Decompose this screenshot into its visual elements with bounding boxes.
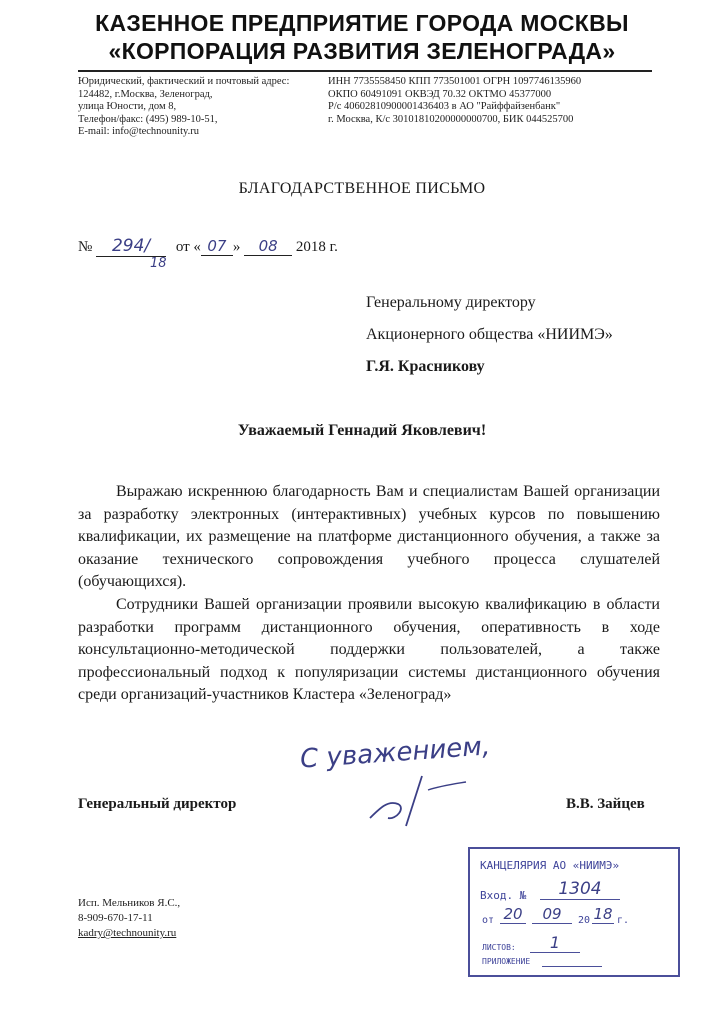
signatory-position: Генеральный директор	[78, 796, 237, 812]
letter-body	[78, 481, 660, 707]
date-year: 2018 г.	[295, 239, 338, 255]
executor-block	[78, 896, 180, 941]
greeting: Уважаемый Геннадий Яковлевич!	[237, 422, 487, 439]
stamp-date-label: от	[482, 915, 495, 926]
stamp-sheets-label: ЛИСТОВ:	[482, 943, 516, 952]
stamp-date-year: 18	[593, 905, 613, 923]
body-paragraph-1: Выражаю искреннюю благодарность Вам и специалистам Вашей организации за разработку электронных (интерактивных) учебных курсов по повышению квалификации, их размещение на платформе дистанционного обучения, а также за оказание технического сопровождения учебного процесса слушателей (обучающихся).	[78, 483, 660, 591]
bank-line: Р/с 40602810900001436403 в АО "Райффайзенбанк"	[328, 101, 561, 113]
stamp-incoming-label: Вход. №	[480, 889, 527, 902]
date-close-quote: »	[232, 239, 241, 255]
stamp-date-day: 20	[500, 905, 526, 924]
document-title: БЛАГОДАРСТВЕННОЕ ПИСЬМО	[238, 180, 486, 197]
bank-line: г. Москва, К/с 30101810200000000700, БИК 044525700	[328, 113, 574, 125]
document-number: 294/	[96, 236, 166, 257]
addressee-name: Г.Я. Красникову	[366, 358, 485, 375]
executor-email: kadry@technounity.ru	[78, 927, 177, 939]
bank-line: ИНН 7735558450 КПП 773501001 ОГРН 1097746135960	[328, 76, 582, 87]
document-number-date	[78, 236, 338, 257]
org-name-line2: «КОРПОРАЦИЯ РАЗВИТИЯ ЗЕЛЕНОГРАДА»	[108, 38, 616, 64]
org-name-line1: КАЗЕННОЕ ПРЕДПРИЯТИЕ ГОРОДА МОСКВЫ	[95, 10, 629, 36]
stamp-attachment-line	[542, 966, 602, 967]
addressee-line2: Акционерного общества «НИИМЭ»	[366, 326, 613, 343]
contact-line: E-mail: info@technounity.ru	[78, 126, 199, 138]
document-number-sub: 18	[150, 256, 167, 271]
bank-line: ОКПО 60491091 ОКВЭД 70.32 ОКТМО 45377000	[328, 88, 552, 100]
stamp-date-month: 09	[532, 905, 572, 924]
org-bank-details	[328, 76, 581, 126]
stamp-date-year-prefix: 20	[578, 915, 591, 926]
date-from-label: от «	[175, 239, 201, 255]
stamp-incoming-number: 1304	[540, 879, 620, 900]
date-month: 08	[244, 237, 292, 256]
executor-name: Исп. Мельников Я.С.,	[78, 897, 181, 909]
addressee-line1: Генеральному директору	[366, 294, 536, 311]
number-label: №	[78, 239, 93, 255]
contact-line: Юридический, фактический и почтовый адрес:	[78, 76, 290, 87]
signatory-name: В.В. Зайцев	[566, 796, 645, 812]
registration-stamp	[468, 847, 680, 977]
org-contacts	[78, 76, 289, 139]
stamp-sheets-value: 1	[530, 933, 580, 953]
executor-phone: 8-909-670-17-11	[78, 912, 153, 924]
handwritten-regards: С уважением,	[299, 731, 492, 775]
header-divider	[78, 70, 652, 72]
signature-mark	[362, 768, 472, 830]
contact-line: улица Юности, дом 8,	[78, 101, 177, 113]
contact-line: Телефон/факс: (495) 989-10-51,	[78, 113, 218, 125]
contact-line: 124482, г.Москва, Зеленоград,	[78, 88, 213, 100]
stamp-title: КАНЦЕЛЯРИЯ АО «НИИМЭ»	[480, 859, 620, 872]
stamp-attachment-label: ПРИЛОЖЕНИЕ	[482, 957, 531, 966]
body-paragraph-2: Сотрудники Вашей организации проявили высокую квалификацию в области разработки программ дистанционного обучения, оперативность в ходе консультационно-методической поддержки пользователей, а также профессиональный подход к популяризации системы дистанционного обучения среди организаций-участников Кластера «Зеленоград»	[78, 595, 660, 704]
date-day: 07	[201, 237, 233, 256]
stamp-date-suffix: г.	[617, 915, 630, 926]
